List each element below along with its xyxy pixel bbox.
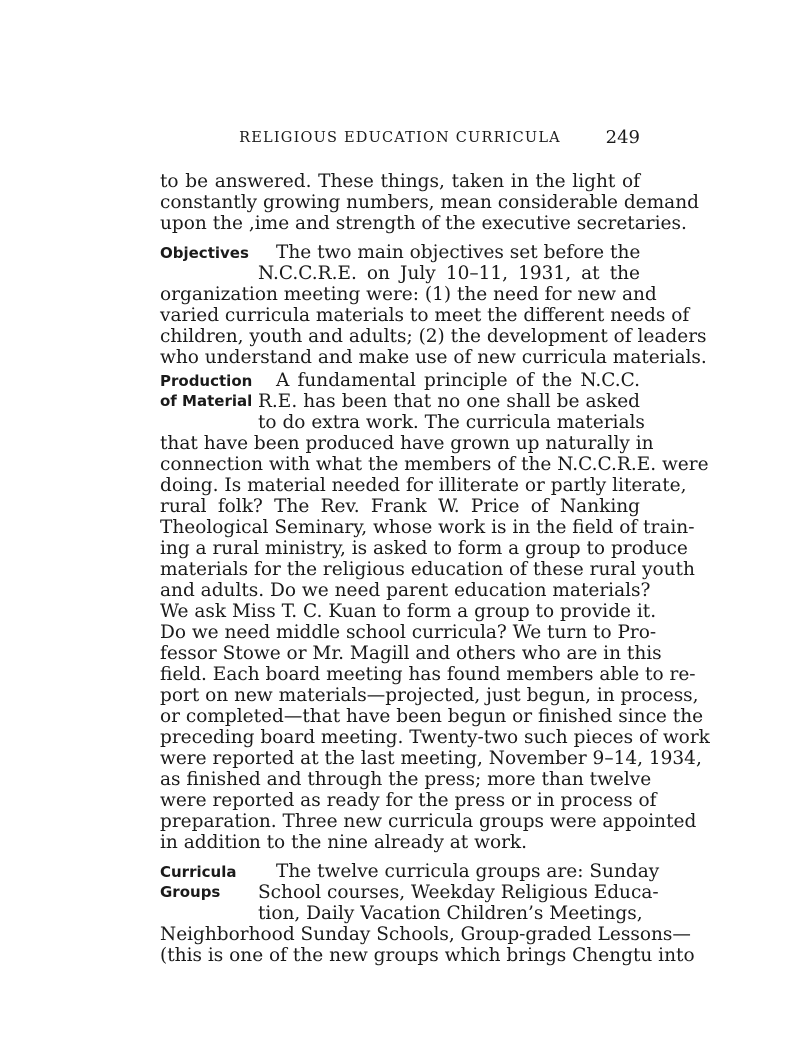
body-line: in addition to the nine already at work. xyxy=(160,832,528,853)
body-line: were reported as ready for the press or in process of xyxy=(160,790,657,811)
page-header xyxy=(160,128,640,150)
body-line: Do we need middle school curricula? We turn to Pro- xyxy=(160,622,657,643)
body-line: constantly growing numbers, mean considerable demand xyxy=(160,192,699,213)
body-line: that have been produced have grown up naturally in xyxy=(160,433,654,454)
body-line: as finished and through the press; more than twelve xyxy=(160,769,652,790)
running-title: RELIGIOUS EDUCATION CURRICULA xyxy=(239,130,561,146)
body-line: Neighborhood Sunday Schools, Group-graded Lessons— xyxy=(160,924,691,945)
body-line: R.E. has been that no one shall be asked xyxy=(258,391,640,412)
curricula-heading: Curricula xyxy=(160,863,237,881)
body-line: preparation. Three new curricula groups were appointed xyxy=(160,811,697,832)
body-line: School courses, Weekday Religious Educa- xyxy=(258,882,659,903)
body-line: port on new materials—projected, just begun, in process, xyxy=(160,685,699,706)
body-line: The twelve curricula groups are: Sunday xyxy=(276,861,660,882)
curricula-heading-cont: Groups xyxy=(160,883,221,901)
body-line: materials for the religious education of these rural youth xyxy=(160,559,695,580)
production-heading-cont: of Material xyxy=(160,392,253,410)
body-line: ing a rural ministry, is asked to form a group to produce xyxy=(160,538,688,559)
body-line: The two main objectives set before the xyxy=(276,242,641,263)
production-heading: Production xyxy=(160,372,253,390)
body-line: fessor Stowe or Mr. Magill and others who are in this xyxy=(160,643,662,664)
body-line: to do extra work. The curricula materials xyxy=(258,412,645,433)
body-line: who understand and make use of new curricula materials. xyxy=(160,347,707,368)
body-line: preceding board meeting. Twenty-two such pieces of work xyxy=(160,727,710,748)
body-line: organization meeting were: (1) the need for new and xyxy=(160,284,657,305)
body-line: upon the ,ime and strength of the executive secretaries. xyxy=(160,213,687,234)
body-line: varied curricula materials to meet the different needs of xyxy=(160,305,690,326)
body-line: or completed—that have been begun or finished since the xyxy=(160,706,704,727)
objectives-heading: Objectives xyxy=(160,244,249,262)
body-line: tion, Daily Vacation Children’s Meetings, xyxy=(258,903,643,924)
body-line: We ask Miss T. C. Kuan to form a group to provide it. xyxy=(160,601,657,622)
body-line: to be answered. These things, taken in the light of xyxy=(160,171,640,192)
page-number: 249 xyxy=(605,127,640,148)
body-line: (this is one of the new groups which brings Chengtu into xyxy=(160,945,695,966)
body-line: N.C.C.R.E. on July 10–11, 1931, at the xyxy=(258,263,640,284)
body-line: A fundamental principle of the N.C.C. xyxy=(276,370,640,391)
body-line: connection with what the members of the N.C.C.R.E. were xyxy=(160,454,709,475)
body-line: rural folk? The Rev. Frank W. Price of Nanking xyxy=(160,496,640,517)
body-line: and adults. Do we need parent education materials? xyxy=(160,580,651,601)
body-line: children, youth and adults; (2) the development of leaders xyxy=(160,326,707,347)
body-line: were reported at the last meeting, November 9–14, 1934, xyxy=(160,748,702,769)
body-line: Theological Seminary, whose work is in the field of train- xyxy=(160,517,695,538)
body-line: field. Each board meeting has found members able to re- xyxy=(160,664,696,685)
body-line: doing. Is material needed for illiterate or partly literate, xyxy=(160,475,687,496)
